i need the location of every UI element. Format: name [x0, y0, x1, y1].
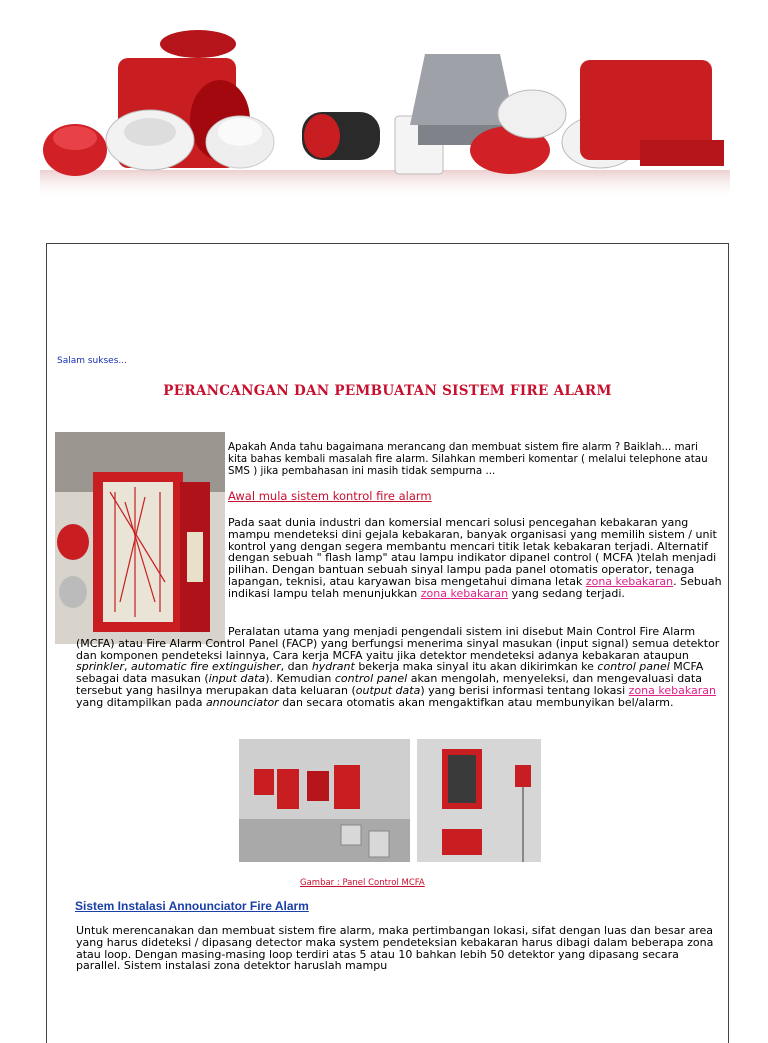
origin-paragraph: Pada saat dunia industri dan komersial mencari solusi pencegahan kebakaran yang mampu mendeteksi dini gejala kebakaran, banyak organisasi yang memilih sistem / unit kontrol yang dengan segera membantu mencari titik letak kebakaran terjadi. Alternatif dengan sebuah " flash lamp" atau lampu indikator dipanel control ( MCFA )telah menjadi pilihan. Dengan bantuan sebuah sinyal lampu pada panel otomatis operator, tenaga lapangan, teknisi, atau karyawan bisa mengetahui dimana letak zona kebakaran. Sebuah indikasi lampu telah menunjukkan zona kebakaran yang sedang terjadi. — [228, 516, 722, 600]
zona-kebakaran-link[interactable]: zona kebakaran — [628, 683, 717, 697]
figure-caption: Gambar : Panel Control MCFA — [300, 878, 425, 888]
panel-control-photo-right — [417, 739, 541, 862]
zona-kebakaran-link[interactable]: zona kebakaran — [585, 574, 674, 588]
section-heading-origin[interactable]: Awal mula sistem kontrol fire alarm — [228, 489, 432, 503]
section-heading-installation[interactable]: Sistem Instalasi Announciator Fire Alarm — [75, 899, 309, 913]
fire-alarm-panel-photo — [55, 432, 225, 644]
zona-kebakaran-link[interactable]: zona kebakaran — [420, 586, 509, 600]
mcfa-paragraph: Peralatan utama yang menjadi pengendali sistem ini disebut Main Control Fire Alarm (MCFA) atau Fire Alarm Control Panel (FACP) yang berfungsi menerima sinyal masukan (input signal) semua detektor dan komponen pendeteksi lainnya, Cara kerja MCFA yaitu jika detektor mendeteksi adanya kebakaran ataupun sprinkler, automatic fire extinguisher, dan hydrant bekerja maka sinyal itu akan dikirimkan ke control panel MCFA sebagai data masukan (input data). Kemudian control panel akan mengolah, menyeleksi, dan mengevaluasi data tersebut yang hasilnya merupakan data keluaran (output data) yang berisi informasi tentang lokasi zona kebakaran yang ditampilkan pada announciator dan secara otomatis akan mengaktifkan atau membunyikan bel/alarm. — [76, 625, 720, 709]
greeting-text: Salam sukses... — [57, 356, 127, 366]
page-title: PERANCANGAN DAN PEMBUATAN SISTEM FIRE ALARM — [163, 383, 612, 399]
fire-alarm-devices-banner — [40, 30, 730, 200]
panel-control-photo-left — [239, 739, 410, 862]
installation-paragraph: Untuk merencanakan dan membuat sistem fire alarm, maka pertimbangan lokasi, sifat dengan luas dan besar area yang harus dideteksi / dipasang detector maka system pendeteksian kebakaran harus dibagi dalam beberapa zona atau loop. Dengan masing-masing loop terdiri atas 5 atau 10 bahkan lebih 50 detektor yang dipasang secara parallel. Sistem instalasi zona detektor haruslah mampu — [76, 924, 714, 973]
intro-paragraph: Apakah Anda tahu bagaimana merancang dan membuat sistem fire alarm ? Baiklah... mari kita bahas kembali masalah fire alarm. Silahkan memberi komentar ( melalui telephone atau SMS ) jika pembahasan ini masih tidak sempurna ... — [228, 441, 708, 477]
